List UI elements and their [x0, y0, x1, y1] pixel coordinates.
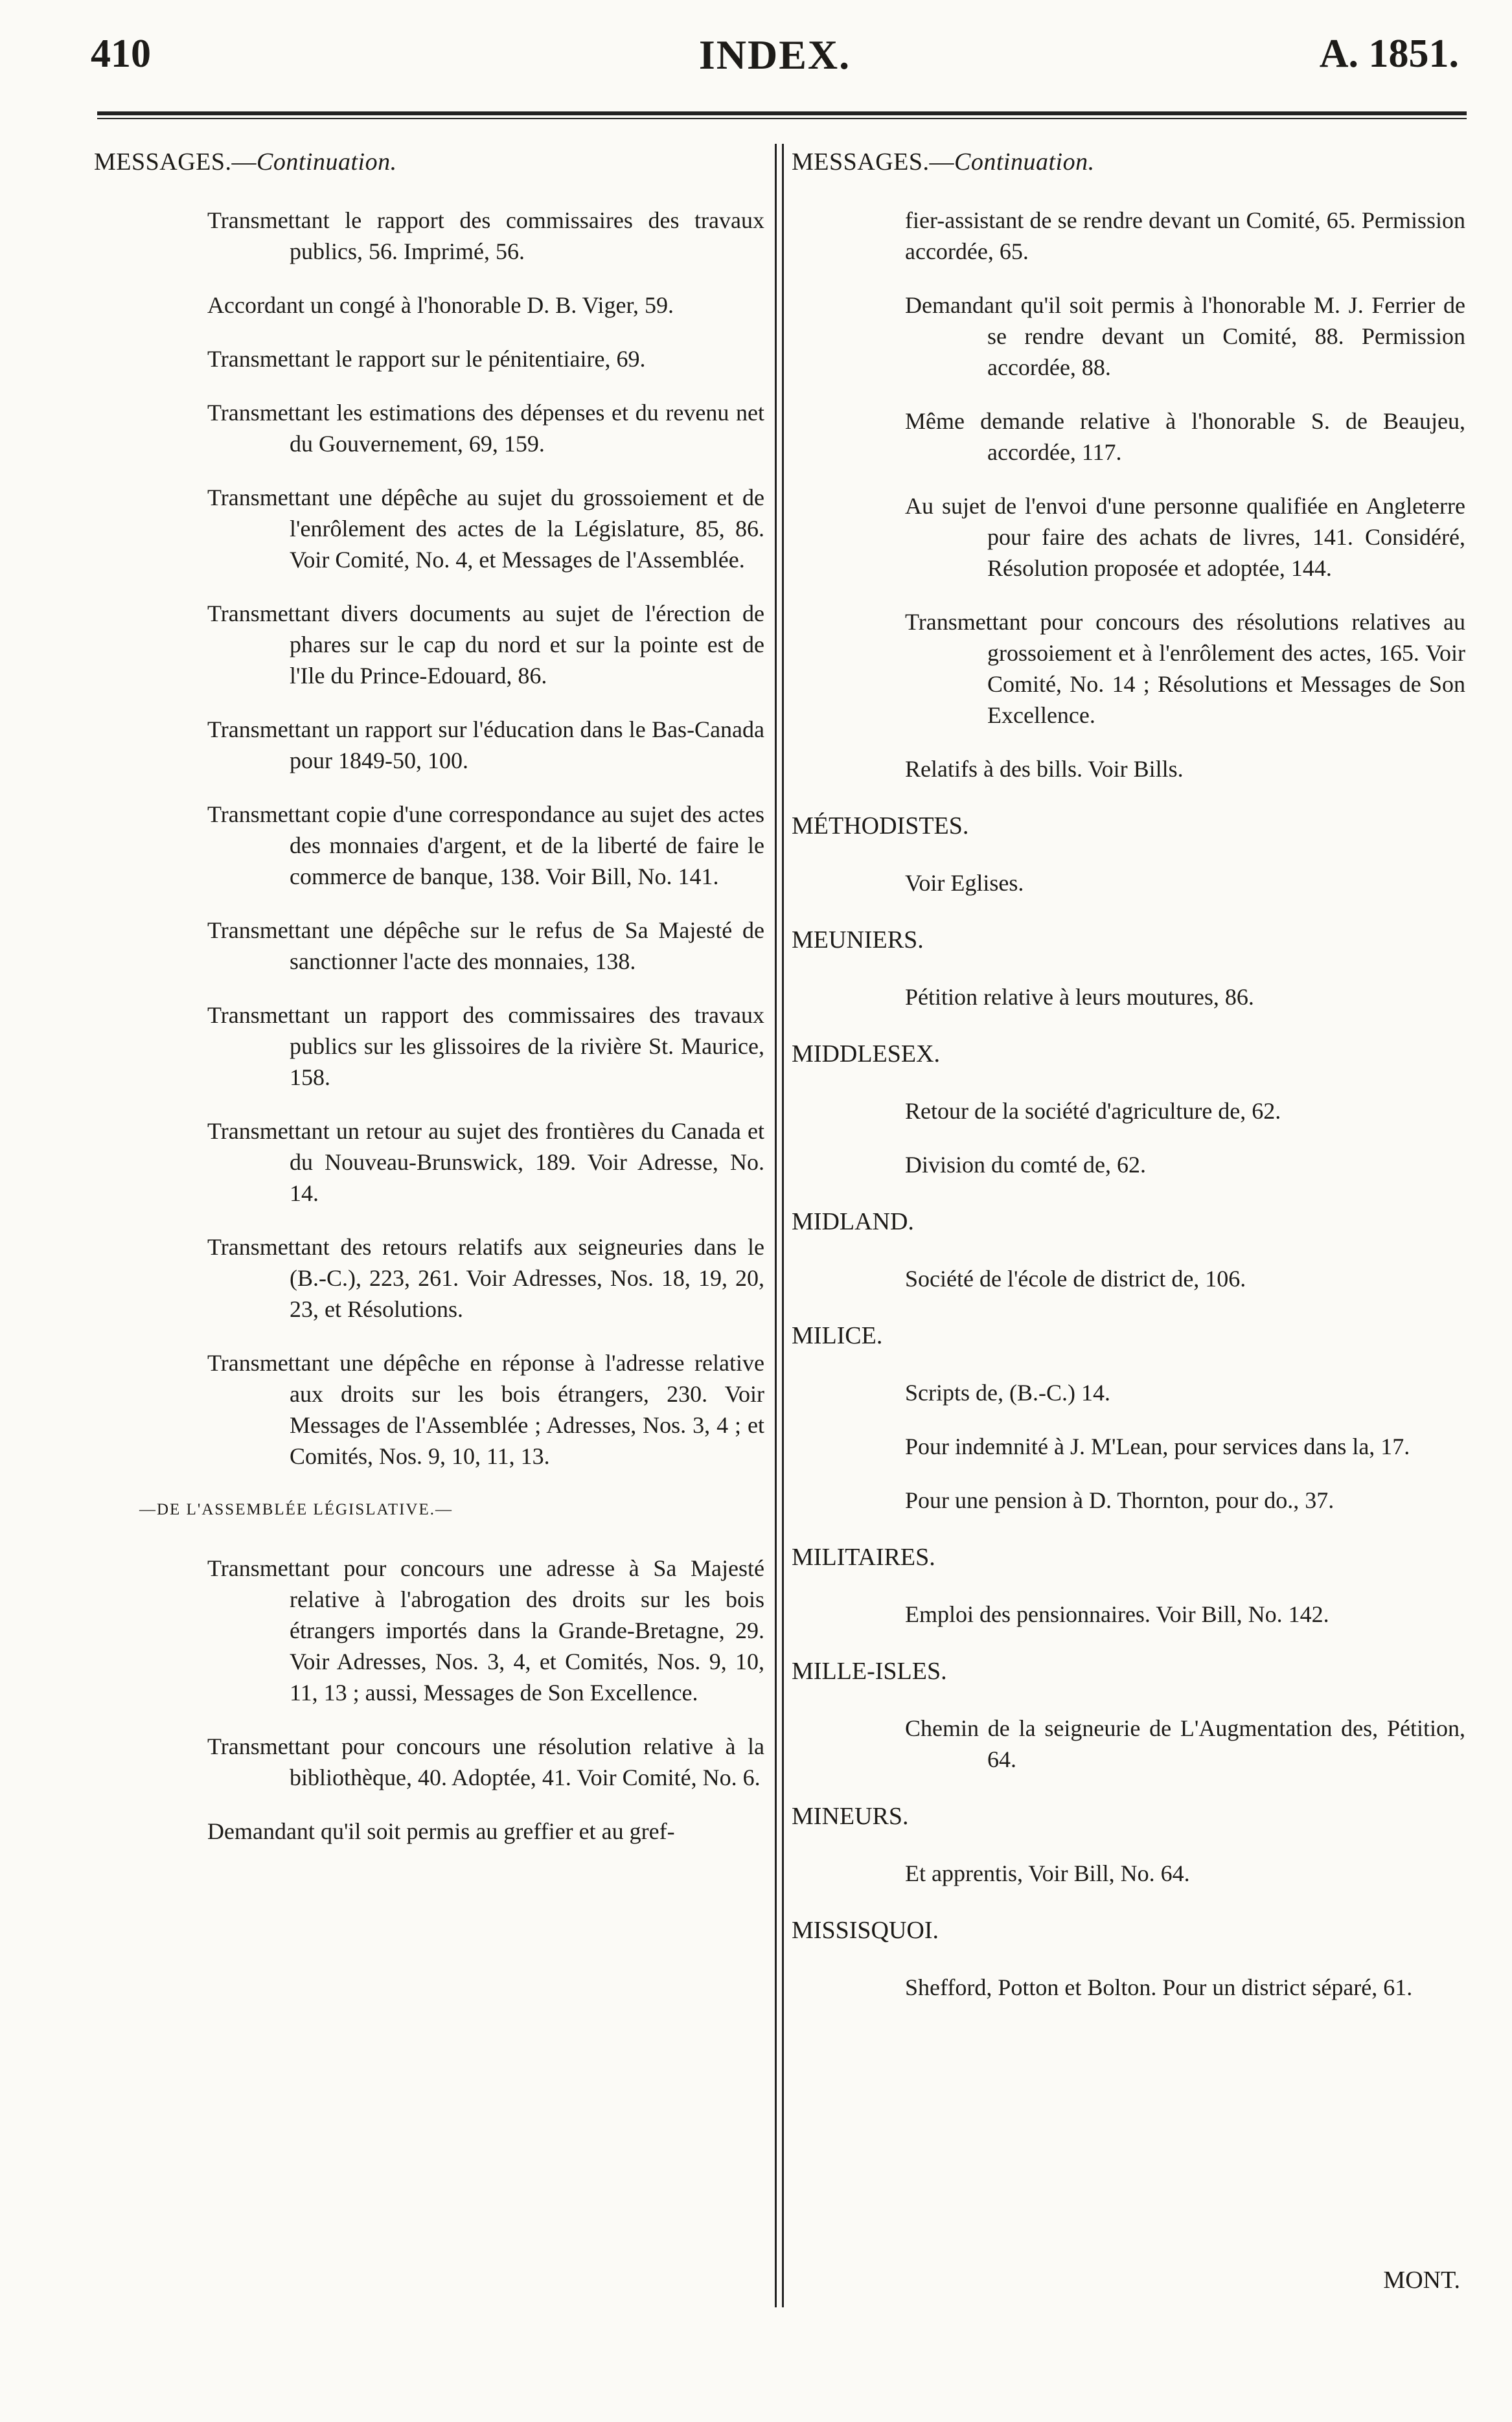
- index-entry: Pour indemnité à J. M'Lean, pour services dans la, 17.: [905, 1434, 1410, 1459]
- index-entry: Division du comté de, 62.: [905, 1152, 1146, 1178]
- index-entry: Transmettant les estimations des dépenses et du revenu net du Gouvernement, 69, 159.: [207, 400, 764, 457]
- index-entry: Pétition relative à leurs moutures, 86.: [905, 984, 1254, 1010]
- page-number: 410: [91, 32, 151, 76]
- subsection-heading: —DE L'ASSEMBLÉE LÉGISLATIVE.—: [139, 1501, 453, 1518]
- section-heading: MISSISQUOI.: [792, 1917, 939, 1944]
- index-entry: Transmettant pour concours des résolutions relatives au grossoiement et à l'enrôlement des actes, 165. Voir Comité, No. 14 ; Résolutions et Messages de Son Excellence.: [905, 609, 1465, 728]
- page-year: A. 1851.: [1319, 32, 1459, 76]
- index-entry: Scripts de, (B.-C.) 14.: [905, 1380, 1110, 1406]
- section-heading: MILLE-ISLES.: [792, 1658, 947, 1685]
- index-entry: Transmettant pour concours une adresse à Sa Majesté relative à l'abrogation des droits sur les bois étrangers importés dans la Grande-Bretagne, 29. Voir Adresses, Nos. 3, 4, et Comités, Nos. 9, 10, 11, 13 ; aussi, Messages de Son Excellence.: [207, 1555, 764, 1706]
- page-header: [91, 31, 1459, 83]
- section-heading: MEUNIERS.: [792, 926, 924, 954]
- index-entry: Au sujet de l'envoi d'une personne qualifiée en Angleterre pour faire des achats de livres, 141. Considéré, Résolution proposée et adoptée, 144.: [905, 493, 1465, 581]
- index-entry: Transmettant le rapport sur le pénitentiaire, 69.: [207, 346, 646, 372]
- index-entry: Transmettant une dépêche au sujet du grossoiement et de l'enrôlement des actes de la Législature, 85, 86. Voir Comité, No. 4, et Messages de l'Assemblée.: [207, 485, 764, 573]
- column-separator: [775, 144, 784, 2307]
- index-entry: Transmettant une dépêche sur le refus de Sa Majesté de sanctionner l'acte des monnaies, 138.: [207, 917, 764, 974]
- index-entry: Chemin de la seigneurie de L'Augmentation des, Pétition, 64.: [905, 1715, 1465, 1772]
- index-entry: Pour une pension à D. Thornton, pour do., 37.: [905, 1487, 1334, 1513]
- index-entry: Demandant qu'il soit permis au greffier et au gref-: [207, 1818, 675, 1844]
- index-entry: Transmettant un retour au sujet des frontières du Canada et du Nouveau-Brunswick, 189. Voir Adresse, No. 14.: [207, 1118, 764, 1206]
- left-entries: [94, 205, 764, 1472]
- index-entry: Emploi des pensionnaires. Voir Bill, No. 142.: [905, 1601, 1329, 1627]
- section-heading: MILITAIRES.: [792, 1544, 935, 1571]
- section-heading: MINEURS.: [792, 1803, 909, 1830]
- section-heading: MILICE.: [792, 1322, 883, 1349]
- catchword: MONT.: [1383, 2267, 1460, 2294]
- index-entry: Relatifs à des bills. Voir Bills.: [905, 756, 1184, 782]
- header-rule: [97, 111, 1467, 119]
- index-entry: Transmettant pour concours une résolution relative à la bibliothèque, 40. Adoptée, 41. Voir Comité, No. 6.: [207, 1733, 764, 1790]
- section-heading: MÉTHODISTES.: [792, 812, 969, 840]
- right-entries: [792, 290, 1465, 784]
- left-entries-assembly: [94, 1553, 764, 1847]
- index-entry: Transmettant une dépêche en réponse à l'adresse relative aux droits sur les bois étrangers, 230. Voir Messages de l'Assemblée ; Adresses, Nos. 3, 4 ; et Comités, Nos. 9, 10, 11, 13.: [207, 1350, 764, 1469]
- index-entry: Shefford, Potton et Bolton. Pour un district séparé, 61.: [905, 1974, 1413, 2000]
- section-heading: MIDLAND.: [792, 1208, 914, 1235]
- index-entry: Société de l'école de district de, 106.: [905, 1266, 1246, 1292]
- index-entry: Transmettant divers documents au sujet de l'érection de phares sur le cap du nord et sur la pointe est de l'Ile du Prince-Edouard, 86.: [207, 600, 764, 689]
- right-sections: [792, 810, 1465, 2003]
- index-entry: Retour de la société d'agriculture de, 62.: [905, 1098, 1281, 1124]
- right-column: [792, 146, 1465, 2026]
- page-title: INDEX.: [698, 32, 851, 78]
- index-entry: Et apprentis, Voir Bill, No. 64.: [905, 1860, 1190, 1886]
- index-entry: Transmettant des retours relatifs aux seigneuries dans le (B.-C.), 223, 261. Voir Adresses, Nos. 18, 19, 20, 23, et Résolutions.: [207, 1234, 764, 1322]
- continued-entry: fier-assistant de se rendre devant un Comité, 65. Permission accordée, 65.: [905, 207, 1465, 264]
- index-entry: Accordant un congé à l'honorable D. B. Viger, 59.: [207, 292, 674, 318]
- left-heading: MESSAGES.—Continuation.: [94, 148, 397, 176]
- index-entry: Transmettant un rapport sur l'éducation dans le Bas-Canada pour 1849-50, 100.: [207, 716, 764, 773]
- index-entry: Voir Eglises.: [905, 870, 1024, 896]
- right-heading: MESSAGES.—Continuation.: [792, 148, 1095, 176]
- index-entry: Transmettant copie d'une correspondance au sujet des actes des monnaies d'argent, et de la liberté de faire le commerce de banque, 138. Voir Bill, No. 141.: [207, 801, 764, 889]
- section-heading: MIDDLESEX.: [792, 1040, 941, 1068]
- index-entry: Même demande relative à l'honorable S. de Beaujeu, accordée, 117.: [905, 408, 1465, 465]
- left-column: [94, 146, 764, 1869]
- index-entry: Transmettant un rapport des commissaires des travaux publics sur les glissoires de la rivière St. Maurice, 158.: [207, 1002, 764, 1090]
- index-entry: Transmettant le rapport des commissaires des travaux publics, 56. Imprimé, 56.: [207, 207, 764, 264]
- index-entry: Demandant qu'il soit permis à l'honorable M. J. Ferrier de se rendre devant un Comité, 88. Permission accordée, 88.: [905, 292, 1465, 380]
